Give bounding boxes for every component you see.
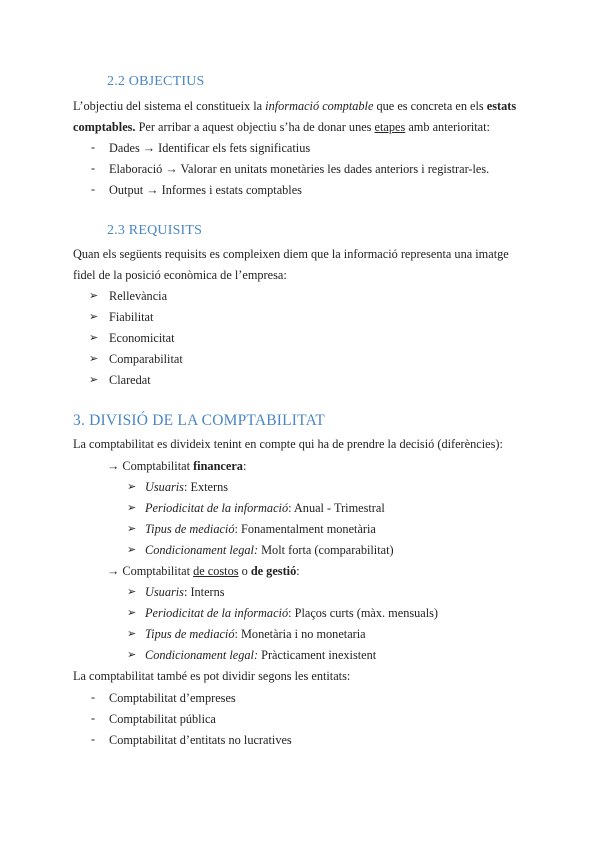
arrowhead-bullet-icon: ➢: [89, 374, 99, 386]
arrowhead-bullet-icon: ➢: [127, 544, 137, 556]
arrowhead-bullet-icon: ➢: [127, 607, 137, 619]
dash-bullet: -: [91, 711, 96, 725]
list-item: Condicionament legal: Molt forta (comparabilitat): [145, 543, 394, 557]
requisits-paragraph-line1: Quan els següents requisits es compleixen diem que la informació representa una imatge: [73, 247, 509, 261]
dash-bullet: -: [91, 732, 96, 746]
dash-bullet: -: [91, 140, 96, 154]
dash-bullet: -: [91, 182, 96, 196]
heading-requisits: 2.3 REQUISITS: [107, 223, 203, 238]
costos-heading: → Comptabilitat de costos o de gestió:: [107, 564, 300, 578]
list-item: Comparabilitat: [109, 352, 183, 366]
arrowhead-bullet-icon: ➢: [89, 311, 99, 323]
heading-objectius: 2.2 OBJECTIUS: [107, 74, 205, 89]
list-item: Output → Informes i estats comptables: [109, 183, 302, 197]
arrowhead-bullet-icon: ➢: [127, 523, 137, 535]
financera-heading: → Comptabilitat financera:: [107, 459, 247, 473]
list-item: Rellevància: [109, 289, 168, 303]
arrowhead-bullet-icon: ➢: [127, 502, 137, 514]
arrowhead-bullet-icon: ➢: [127, 628, 137, 640]
requisits-paragraph-line2: fidel de la posició econòmica de l’empresa:: [73, 268, 287, 282]
arrowhead-bullet-icon: ➢: [89, 332, 99, 344]
list-item: Condicionament legal: Pràcticament inexistent: [145, 648, 377, 662]
dash-bullet: -: [91, 690, 96, 704]
list-item: Economicitat: [109, 331, 175, 345]
objectius-paragraph-line1: L’objectiu del sistema el constitueix la informació comptable que es concreta en els estats: [73, 99, 517, 113]
divisio-intro: La comptabilitat es divideix tenint en compte qui ha de prendre la decisió (diferències):: [73, 437, 503, 451]
list-item: Fiabilitat: [109, 310, 154, 324]
list-item: Tipus de mediació: Monetària i no monetaria: [145, 627, 366, 641]
divisio-outro: La comptabilitat també es pot dividir segons les entitats:: [73, 669, 351, 683]
list-item: Usuaris: Interns: [145, 585, 225, 599]
list-item: Tipus de mediació: Fonamentalment monetària: [145, 522, 376, 536]
heading-divisio: 3. DIVISIÓ DE LA COMPTABILITAT: [73, 412, 325, 429]
list-item: Dades → Identificar els fets significatius: [109, 141, 311, 155]
arrowhead-bullet-icon: ➢: [89, 353, 99, 365]
list-item: Comptabilitat d’empreses: [109, 691, 236, 705]
list-item: Claredat: [109, 373, 151, 387]
list-item: Comptabilitat d’entitats no lucratives: [109, 733, 292, 747]
objectius-paragraph-line2: comptables. Per arribar a aquest objectiu s’ha de donar unes etapes amb anterioritat:: [73, 120, 490, 134]
arrowhead-bullet-icon: ➢: [127, 481, 137, 493]
list-item: Usuaris: Externs: [145, 480, 229, 494]
dash-bullet: -: [91, 161, 96, 175]
arrowhead-bullet-icon: ➢: [127, 586, 137, 598]
list-item: Periodicitat de la informació: Plaços curts (màx. mensuals): [145, 606, 439, 620]
list-item: Elaboració → Valorar en unitats monetàries les dades anteriors i registrar-les.: [109, 162, 490, 176]
list-item: Periodicitat de la informació: Anual - Trimestral: [145, 501, 385, 515]
arrowhead-bullet-icon: ➢: [127, 649, 137, 661]
list-item: Comptabilitat pública: [109, 712, 216, 726]
arrowhead-bullet-icon: ➢: [89, 290, 99, 302]
